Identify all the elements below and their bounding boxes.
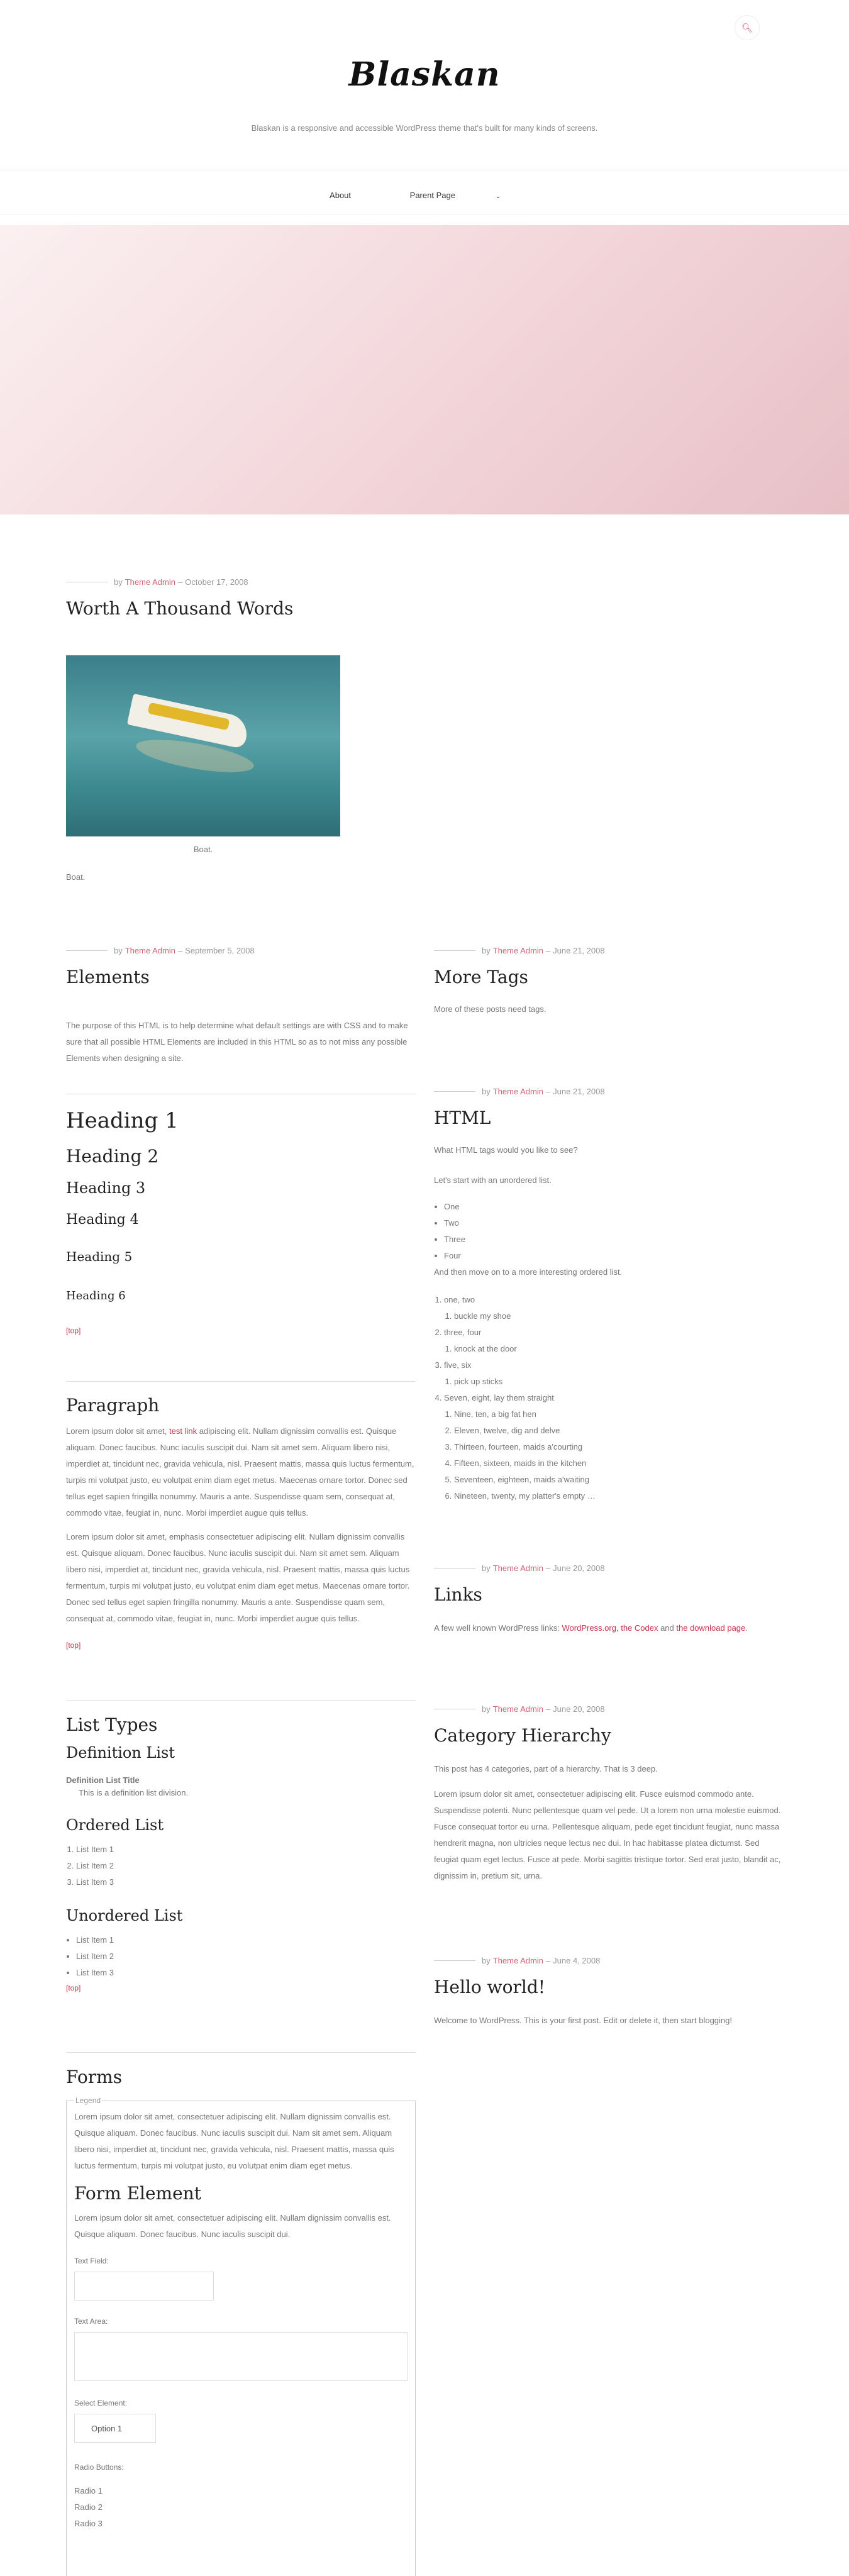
meta-date-link[interactable]: June 4, 2008 <box>553 1956 601 1965</box>
nested-list-item: 4. Fifteen, sixteen, maids in the kitchen <box>454 1455 786 1472</box>
elements-intro: The purpose of this HTML is to help determine what default settings are with CSS and to make sure that all possible HTML Elements are included in this HTML so as to not miss any possible Elements when designing a site. <box>66 1021 408 1063</box>
ordered-list <box>434 1292 786 1504</box>
forms-section <box>66 2067 416 2576</box>
post-text: This post has 4 categories, part of a hierarchy. That is 3 deep. <box>434 1764 658 1774</box>
post-title[interactable]: Hello world! <box>434 1977 545 1997</box>
main-menu <box>0 191 849 200</box>
nested-list-item: 2. Eleven, twelve, dig and delve <box>454 1423 786 1439</box>
post-title[interactable]: Category Hierarchy <box>434 1725 611 1746</box>
post-more-tags <box>434 946 786 1018</box>
post-body: Boat. <box>66 872 86 882</box>
post-meta: by Theme Admin – September 5, 2008 <box>66 946 416 955</box>
post-text: What HTML tags would you like to see? <box>434 1145 578 1155</box>
image-caption: Boat. <box>193 845 213 854</box>
paragraph-text: adipiscing elit. Nullam dignissim convallis est. Quisque aliquam. Donec faucibus. Nunc iaculis suscipit dui. Nam sit amet sem. Aliquam libero nisi, imperdiet at, tincidunt nec, gravida vehicula, nisl. Praesent mattis, massa quis luctus fermentum, turpis mi volutpat justo, eu volutpat enim diam eget metus. Maecenas ornare tortor. Donec sed tellus eget sapien fringilla nonummy. Mauris a ante. Suspendisse quam sem, consequat at, commodo vitae, feugiat in, nunc. Morbi imperdiet augue quis tellus. <box>66 1426 414 1518</box>
definition-description: This is a definition list division. <box>79 1788 189 1797</box>
fieldset <box>66 2096 416 2576</box>
meta-author-link[interactable]: Theme Admin <box>492 946 543 955</box>
post-body: More of these posts need tags. <box>434 1004 547 1014</box>
post-body <box>434 1620 786 1636</box>
meta-by: by <box>482 946 491 955</box>
meta-author-link[interactable]: Theme Admin <box>492 1956 543 1965</box>
meta-by: by <box>114 946 123 955</box>
top-link[interactable]: [top] <box>66 1326 81 1335</box>
paragraph-section <box>66 1395 416 1650</box>
hero-header-image <box>0 225 849 514</box>
list-item <box>444 1357 786 1390</box>
list-types-heading: List Types <box>66 1714 158 1735</box>
select-element[interactable] <box>74 2414 156 2443</box>
select-label: Select Element: <box>74 2399 128 2407</box>
meta-author-link[interactable]: Theme Admin <box>492 1087 543 1096</box>
text-field-label: Text Field: <box>74 2257 109 2265</box>
paragraph-text: Lorem ipsum dolor sit amet, <box>66 1426 170 1436</box>
post-worth-a-thousand-words <box>66 577 418 886</box>
text: , <box>616 1623 621 1633</box>
post-body: Welcome to WordPress. This is your first post. Edit or delete it, then start blogging! <box>434 2016 732 2025</box>
nested-list-item: 1. pick up sticks <box>454 1374 786 1390</box>
post-meta: by Theme Admin – June 4, 2008 <box>434 1956 786 1965</box>
meta-date-link[interactable]: October 17, 2008 <box>185 577 248 587</box>
post-meta: by Theme Admin – June 20, 2008 <box>434 1704 786 1714</box>
text-area[interactable] <box>74 2332 408 2381</box>
post-category-hierarchy <box>434 1704 786 1884</box>
radio-option[interactable]: Radio 2 <box>74 2502 103 2512</box>
post-meta: by Theme Admin – June 21, 2008 <box>434 946 786 955</box>
unordered-list-heading: Unordered List <box>66 1907 183 1924</box>
divider <box>66 2052 416 2053</box>
post-title[interactable]: HTML <box>434 1108 491 1128</box>
list-types-section <box>66 1714 416 1992</box>
select-value: Option 1 <box>91 2423 123 2433</box>
ordered-list <box>66 1841 416 1890</box>
form-text: Lorem ipsum dolor sit amet, consectetuer adipiscing elit. Nullam dignissim convallis est. Quisque aliquam. Donec faucibus. Nunc iaculis suscipit dui. <box>74 2213 391 2239</box>
menu-item-about[interactable]: About <box>330 191 352 200</box>
radio-option[interactable]: Radio 1 <box>74 2486 103 2496</box>
meta-date-link[interactable]: June 21, 2008 <box>553 946 605 955</box>
post-title[interactable]: Links <box>434 1584 482 1605</box>
nested-list-item: 6. Nineteen, twenty, my platter's empty … <box>454 1488 786 1504</box>
headings-section <box>66 1108 416 1335</box>
ordered-list-heading: Ordered List <box>66 1816 164 1834</box>
top-link[interactable]: [top] <box>66 1641 81 1650</box>
meta-date-link[interactable]: June 20, 2008 <box>553 1704 605 1714</box>
list-item: 2. List Item 2 <box>76 1858 416 1874</box>
text: A few well known WordPress links: <box>434 1623 562 1633</box>
list-item <box>444 1292 786 1324</box>
paragraph-1 <box>66 1423 416 1521</box>
text-field[interactable] <box>74 2272 214 2301</box>
post-meta: by Theme Admin – October 17, 2008 <box>66 577 418 587</box>
post-text: Lorem ipsum dolor sit amet, consectetuer adipiscing elit. Fusce euismod commodo ante. Suspendisse potenti. Nunc pellentesque quam vel pede. Ut a lorem non urna molestie euismod. Fusce consequat tortor eu urna. Pellentesque aliquam, pede eget tincidunt feugiat, nunc massa hendrerit magna, non ultricies neque lectus nec dui. In hac habitasse platea dictumst. Sed feugiat quam eget lectus. Fusce at pede. Morbi sagittis tristique tortor. Sed erat justo, blandit ac, dignissim in, pretium sit, urna. <box>434 1789 781 1880</box>
list-item-text: five, six <box>444 1360 472 1370</box>
nested-list-item: 3. Thirteen, fourteen, maids a'courting <box>454 1439 786 1455</box>
legend-text: Lorem ipsum dolor sit amet, consectetuer adipiscing elit. Nullam dignissim convallis est. Quisque aliquam. Donec faucibus. Nunc iaculis suscipit dui. Nam sit amet sem. Aliquam libero nisi, imperdiet at, tincidunt nec, gravida vehicula, nisl. Praesent mattis, massa quis luctus fermentum, turpis mi volutpat justo, eu volutpat enim diam eget metus. <box>74 2112 394 2170</box>
post-title[interactable]: Elements <box>66 967 150 987</box>
meta-by: by <box>482 1563 491 1573</box>
heading-1: Heading 1 <box>66 1108 179 1133</box>
post-text: And then move on to a more interesting ordered list. <box>434 1267 623 1277</box>
nested-list-item: 1. buckle my shoe <box>454 1308 786 1324</box>
codex-link[interactable]: the Codex <box>621 1623 658 1633</box>
meta-date-link[interactable]: September 5, 2008 <box>185 946 255 955</box>
heading-4: Heading 4 <box>66 1212 139 1228</box>
heading-5: Heading 5 <box>66 1249 133 1264</box>
text: . <box>745 1623 748 1633</box>
list-item: • Two <box>444 1215 786 1231</box>
unordered-list <box>66 1932 416 1981</box>
meta-by: by <box>482 1087 491 1096</box>
list-item: • Four <box>444 1248 786 1264</box>
post-meta: by Theme Admin – June 21, 2008 <box>434 1087 786 1096</box>
download-page-link[interactable]: the download page <box>676 1623 746 1633</box>
divider <box>66 1700 416 1701</box>
list-item: • List Item 1 <box>76 1932 416 1948</box>
list-item: • List Item 2 <box>76 1948 416 1965</box>
meta-date-link[interactable]: June 20, 2008 <box>553 1563 605 1573</box>
meta-author-link[interactable]: Theme Admin <box>125 577 175 587</box>
nested-list-item: 1. Nine, ten, a big fat hen <box>454 1406 786 1423</box>
post-meta: by Theme Admin – June 20, 2008 <box>434 1563 786 1573</box>
menu-item-parent-page[interactable] <box>391 191 519 200</box>
paragraph-heading: Paragraph <box>66 1395 160 1416</box>
list-item-text: one, two <box>444 1295 475 1304</box>
meta-author-link[interactable]: Theme Admin <box>125 946 175 955</box>
nested-list-item: 1. knock at the door <box>454 1341 786 1357</box>
paragraph-2: Lorem ipsum dolor sit amet, emphasis consectetuer adipiscing elit. Nullam dignissim convallis est. Quisque aliquam. Donec faucibus. Nunc iaculis suscipit dui. Nam sit amet sem. Aliquam libero nisi, imperdiet at, tincidunt nec, gravida vehicula, nisl. Praesent mattis, massa quis luctus fermentum, turpis mi volutpat justo, eu volutpat enim diam eget metus. Maecenas ornare tortor. Donec sed tellus eget sapien fringilla nonummy. Mauris a ante. Suspendisse quam sem, consequat at, commodo vitae, feugiat in, nunc. Morbi imperdiet augue quis tellus. <box>66 1532 410 1623</box>
post-hello-world <box>434 1956 786 2029</box>
meta-line <box>434 1960 475 1961</box>
divider <box>66 1381 416 1382</box>
post-elements <box>66 946 416 1067</box>
search-icon: 🔍︎ <box>741 22 753 33</box>
definition-title: Definition List Title <box>66 1775 140 1785</box>
heading-3: Heading 3 <box>66 1179 146 1197</box>
list-item-text: Seven, eight, lay them straight <box>444 1393 554 1402</box>
meta-line <box>434 1091 475 1092</box>
list-item: • Three <box>444 1231 786 1248</box>
legend: Legend <box>75 2096 101 2105</box>
menu-item-label: Parent Page <box>409 191 455 200</box>
radio-option[interactable]: Radio 3 <box>74 2519 103 2528</box>
meta-by: by <box>114 577 123 587</box>
form-element-heading: Form Element <box>74 2183 201 2204</box>
definition-list-heading: Definition List <box>66 1744 175 1762</box>
list-item: 1. List Item 1 <box>76 1841 416 1858</box>
list-item: • One <box>444 1199 786 1215</box>
list-item: 3. List Item 3 <box>76 1874 416 1890</box>
heading-2: Heading 2 <box>66 1146 159 1167</box>
boat-image[interactable] <box>66 655 340 836</box>
meta-author-link[interactable]: Theme Admin <box>492 1563 543 1573</box>
meta-by: by <box>482 1704 491 1714</box>
site-title[interactable]: Blaskan <box>348 55 501 94</box>
post-title[interactable]: More Tags <box>434 967 528 987</box>
post-html <box>434 1087 786 1504</box>
chevron-down-icon: ⌄ <box>495 193 501 200</box>
test-link[interactable]: test link <box>169 1426 197 1436</box>
meta-line <box>434 950 475 951</box>
post-title[interactable]: Worth A Thousand Words <box>66 598 294 619</box>
post-links <box>434 1563 786 1636</box>
text-area-label: Text Area: <box>74 2317 108 2326</box>
list-item <box>444 1324 786 1357</box>
meta-author-link[interactable]: Theme Admin <box>492 1704 543 1714</box>
meta-line <box>66 950 108 951</box>
unordered-list <box>434 1199 786 1264</box>
list-item-text: three, four <box>444 1328 482 1337</box>
heading-6: Heading 6 <box>66 1289 126 1302</box>
meta-date-link[interactable]: June 21, 2008 <box>553 1087 605 1096</box>
post-text: Let's start with an unordered list. <box>434 1175 552 1185</box>
site-tagline: Blaskan is a responsive and accessible WordPress theme that's built for many kinds of screens. <box>251 123 598 133</box>
forms-heading: Forms <box>66 2067 123 2087</box>
search-button[interactable] <box>735 15 760 40</box>
list-item <box>444 1390 786 1504</box>
text: and <box>658 1623 677 1633</box>
radio-label: Radio Buttons: <box>74 2463 124 2472</box>
meta-by: by <box>482 1956 491 1965</box>
wordpress-org-link[interactable]: WordPress.org <box>562 1623 616 1633</box>
top-link[interactable]: [top] <box>66 1984 81 1992</box>
list-item: • List Item 3 <box>76 1965 416 1981</box>
nested-list-item: 5. Seventeen, eighteen, maids a'waiting <box>454 1472 786 1488</box>
